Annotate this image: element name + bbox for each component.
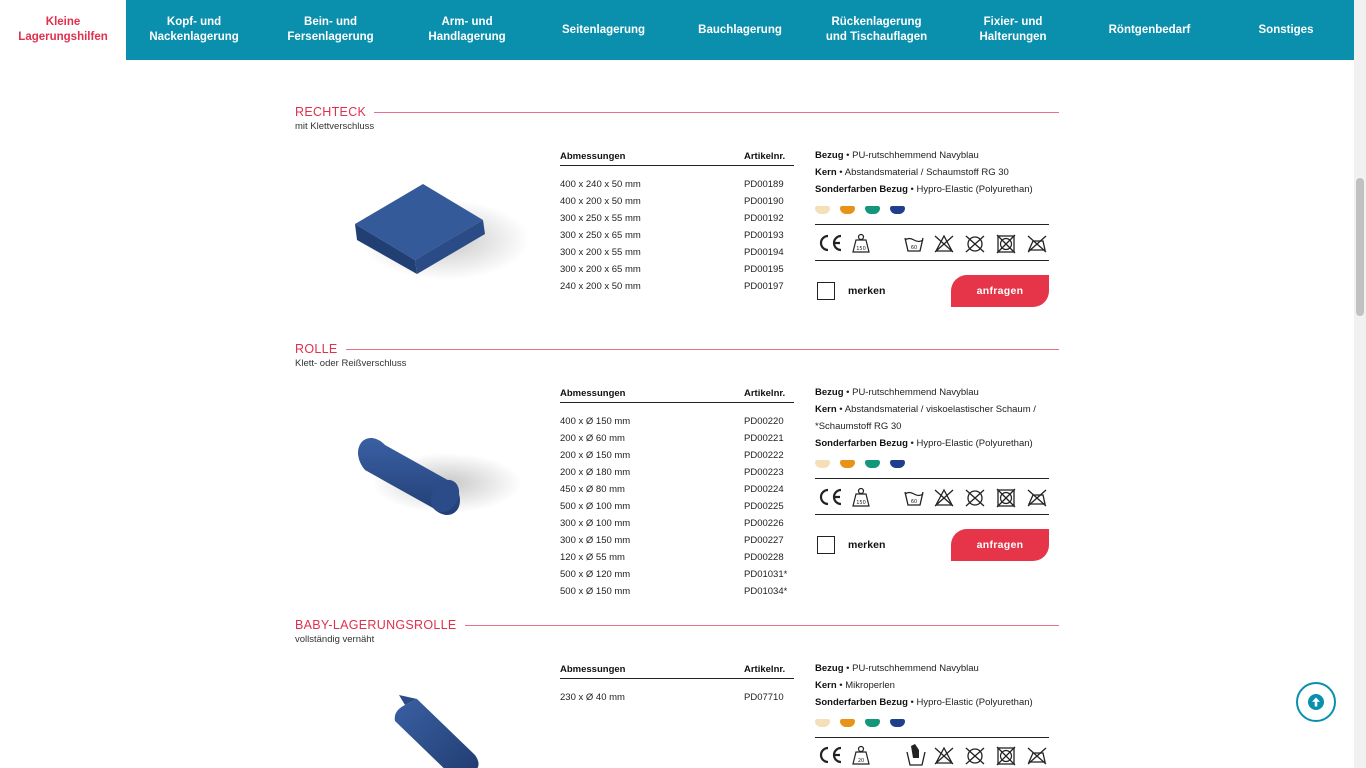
cover-key: Bezug [815, 663, 844, 674]
weight-text: 20 [857, 758, 865, 764]
nav-item-kopf-nackenlagerung[interactable] [126, 0, 262, 60]
weight-icon [853, 488, 869, 506]
remember-label[interactable]: merken [848, 284, 886, 297]
swatch-green[interactable] [865, 206, 880, 214]
nav-label: Rückenlagerung und Tischauflagen [825, 16, 928, 43]
scrollbar-thumb[interactable] [1356, 178, 1364, 316]
swatch-navy[interactable] [890, 719, 905, 727]
table-row [560, 244, 794, 261]
dimension-cell: 200 x Ø 150 mm [560, 450, 631, 461]
column-header-article: Artikelnr. [744, 388, 786, 399]
table-row [560, 549, 794, 566]
swatch-navy[interactable] [890, 460, 905, 468]
care-icons-group [815, 482, 1049, 512]
table-row [560, 566, 794, 583]
bullet: • [843, 663, 853, 674]
no-bleach-icon [935, 748, 953, 764]
table-row [560, 227, 794, 244]
no-iron-icon [1028, 490, 1046, 506]
article-cell: PD00221 [744, 433, 784, 444]
dimension-cell: 200 x Ø 60 mm [560, 433, 625, 444]
product-info [815, 660, 1049, 768]
dimension-cell: 300 x 200 x 55 mm [560, 247, 641, 258]
cover-line [815, 147, 1049, 164]
core-key: Kern [815, 167, 837, 178]
bullet: • [843, 387, 853, 398]
product-section [295, 341, 1059, 597]
table-header [560, 150, 794, 166]
special-value: Hypro-Elastic (Polyurethan) [916, 697, 1033, 708]
special-value: Hypro-Elastic (Polyurethan) [916, 184, 1033, 195]
nav-item-kleine-lagerungshilfen[interactable] [0, 0, 126, 60]
color-swatches [815, 456, 1049, 472]
core-line [815, 677, 1049, 694]
weight-text: 150 [856, 245, 866, 252]
dimension-cell: 450 x Ø 80 mm [560, 484, 625, 495]
cover-value: PU-rutschhemmend Navyblau [852, 387, 979, 398]
column-header-dimensions: Abmessungen [560, 151, 626, 162]
remember-checkbox[interactable] [817, 282, 835, 300]
dimension-cell: 500 x Ø 100 mm [560, 501, 631, 512]
nav-label: Röntgenbedarf [1108, 23, 1191, 36]
article-cell: PD00223 [744, 467, 784, 478]
nav-label: Sonstiges [1258, 23, 1314, 36]
article-cell: PD00226 [744, 518, 784, 529]
nav-label: Bein- und Fersenlagerung [287, 16, 374, 43]
table-row [560, 481, 794, 498]
bullet: • [843, 150, 853, 161]
article-cell: PD01031* [744, 569, 788, 580]
main-navigation [0, 0, 1354, 60]
column-header-dimensions: Abmessungen [560, 664, 626, 675]
cover-line [815, 660, 1049, 677]
column-header-article: Artikelnr. [744, 664, 786, 675]
wash-icon [905, 492, 923, 505]
core-value: Abstandsmaterial / Schaumstoff RG 30 [844, 167, 1009, 178]
product-subtitle: mit Klettverschluss [295, 121, 375, 132]
table-header [560, 387, 794, 403]
care-symbols [815, 224, 1049, 261]
table-row [560, 176, 794, 193]
product-image [335, 677, 535, 768]
cover-line [815, 384, 1049, 401]
article-cell: PD00197 [744, 281, 784, 292]
dimension-cell: 300 x 250 x 55 mm [560, 213, 641, 224]
product-title: ROLLE [295, 341, 346, 357]
swatch-orange[interactable] [840, 206, 855, 214]
weight-text: 150 [856, 499, 866, 506]
core-value: Mikroperlen [845, 680, 895, 691]
nav-item-rueckenlagerung[interactable] [808, 0, 945, 60]
article-cell: PD00225 [744, 501, 784, 512]
dimension-cell: 120 x Ø 55 mm [560, 552, 625, 563]
table-row [560, 464, 794, 481]
table-row [560, 689, 794, 706]
scroll-to-top-button[interactable] [1296, 682, 1336, 722]
swatch-orange[interactable] [840, 460, 855, 468]
article-cell: PD00228 [744, 552, 784, 563]
product-title: BABY-LAGERUNGSROLLE [295, 617, 465, 633]
special-color-line [815, 694, 1049, 711]
table-row [560, 261, 794, 278]
article-cell: PD00224 [744, 484, 784, 495]
cover-value: PU-rutschhemmend Navyblau [852, 150, 979, 161]
bullet: • [836, 404, 845, 415]
nav-item-fixier-halterungen[interactable] [945, 0, 1081, 60]
nav-item-bein-fersenlagerung[interactable] [262, 0, 399, 60]
dimension-cell: 500 x Ø 120 mm [560, 569, 631, 580]
no-bleach-icon [935, 236, 953, 252]
article-cell: PD07710 [744, 692, 784, 703]
no-dry-clean-icon [966, 236, 984, 252]
table-row [560, 515, 794, 532]
product-image [335, 162, 535, 312]
no-bleach-icon [935, 490, 953, 506]
table-row [560, 498, 794, 515]
color-swatches [815, 202, 1049, 218]
color-swatches [815, 715, 1049, 731]
specification-table [560, 387, 794, 600]
swatch-orange[interactable] [840, 719, 855, 727]
swatch-beige[interactable] [815, 206, 830, 214]
cover-key: Bezug [815, 150, 844, 161]
swatch-navy[interactable] [890, 206, 905, 214]
cover-key: Bezug [815, 387, 844, 398]
nav-label: Bauchlagerung [698, 23, 782, 36]
nav-item-bauchlagerung[interactable] [672, 0, 808, 60]
dimension-cell: 400 x 200 x 50 mm [560, 196, 641, 207]
request-button[interactable]: anfragen [951, 275, 1049, 307]
table-header [560, 663, 794, 679]
special-value: Hypro-Elastic (Polyurethan) [916, 438, 1033, 449]
specification-table [560, 150, 794, 295]
page-scrollbar[interactable] [1354, 0, 1366, 768]
weight-icon [853, 747, 869, 765]
table-row [560, 278, 794, 295]
core-line [815, 164, 1049, 181]
swatch-green[interactable] [865, 460, 880, 468]
nav-item-roentgenbedarf[interactable] [1081, 0, 1218, 60]
table-row [560, 413, 794, 430]
product-section [295, 617, 1059, 764]
product-image [335, 403, 535, 553]
article-cell: PD00227 [744, 535, 784, 546]
special-key: Sonderfarben Bezug [815, 184, 908, 195]
article-cell: PD00222 [744, 450, 784, 461]
nav-item-arm-handlagerung[interactable] [399, 0, 535, 60]
care-symbols [815, 737, 1049, 768]
core-value: Abstandsmaterial / viskoelastischer Schaum / *Schaumstoff RG 30 [815, 404, 1036, 432]
cover-value: PU-rutschhemmend Navyblau [852, 663, 979, 674]
table-row [560, 447, 794, 464]
no-tumble-dry-icon [997, 235, 1015, 253]
nav-label: Fixier- und Halterungen [979, 16, 1047, 43]
remember-checkbox[interactable] [817, 536, 835, 554]
remember-control[interactable] [815, 536, 885, 554]
article-cell: PD00220 [744, 416, 784, 427]
table-row [560, 583, 794, 600]
nav-label: Arm- und Handlagerung [428, 16, 506, 43]
table-row [560, 532, 794, 549]
no-iron-icon [1028, 236, 1046, 252]
product-title: RECHTECK [295, 104, 374, 120]
dimension-cell: 300 x Ø 150 mm [560, 535, 631, 546]
request-button[interactable]: anfragen [951, 529, 1049, 561]
dimension-cell: 240 x 200 x 50 mm [560, 281, 641, 292]
specification-table [560, 663, 794, 706]
special-key: Sonderfarben Bezug [815, 438, 908, 449]
core-line [815, 401, 1049, 435]
no-tumble-dry-icon [997, 489, 1015, 507]
nav-label: Seitenlagerung [562, 23, 646, 36]
nav-label: Kleine Lagerungshilfen [18, 16, 108, 43]
core-key: Kern [815, 404, 837, 415]
bullet: • [836, 167, 845, 178]
nav-label: Kopf- und Nackenlagerung [149, 16, 239, 43]
article-cell: PD00193 [744, 230, 784, 241]
swatch-beige[interactable] [815, 719, 830, 727]
swatch-green[interactable] [865, 719, 880, 727]
bullet: • [907, 438, 917, 449]
wash-temp-text: 60 [910, 498, 918, 505]
article-cell: PD01034* [744, 586, 788, 597]
nav-item-seitenlagerung[interactable] [535, 0, 672, 60]
title-rule [295, 349, 1059, 350]
bullet: • [907, 697, 917, 708]
ce-mark-icon [821, 490, 841, 504]
dimension-cell: 300 x 250 x 65 mm [560, 230, 641, 241]
article-cell: PD00194 [744, 247, 784, 258]
dimension-cell: 400 x 240 x 50 mm [560, 179, 641, 190]
special-color-line [815, 181, 1049, 198]
wash-temp-text: 60 [910, 244, 918, 251]
article-cell: PD00192 [744, 213, 784, 224]
care-icons-group [815, 228, 1049, 258]
bullet: • [907, 184, 917, 195]
dimension-cell: 200 x Ø 180 mm [560, 467, 631, 478]
hand-wash-icon [907, 744, 925, 765]
product-section [295, 104, 1059, 297]
remember-control[interactable] [815, 282, 885, 300]
bullet: • [836, 680, 846, 691]
article-cell: PD00189 [744, 179, 784, 190]
special-key: Sonderfarben Bezug [815, 697, 908, 708]
nav-item-sonstiges[interactable] [1218, 0, 1354, 60]
dimension-cell: 400 x Ø 150 mm [560, 416, 631, 427]
product-subtitle: Klett- oder Reißverschluss [295, 358, 407, 369]
care-icons-group [815, 740, 1049, 768]
no-tumble-dry-icon [997, 747, 1015, 765]
remember-label[interactable]: merken [848, 538, 886, 551]
no-iron-icon [1028, 748, 1046, 764]
product-info [815, 384, 1049, 561]
title-rule [295, 112, 1059, 113]
table-row [560, 210, 794, 227]
weight-icon [853, 234, 869, 252]
article-cell: PD00195 [744, 264, 784, 275]
ce-mark-icon [821, 748, 841, 762]
column-header-dimensions: Abmessungen [560, 388, 626, 399]
wash-icon [905, 238, 923, 251]
care-symbols [815, 478, 1049, 515]
product-subtitle: vollständig vernäht [295, 634, 375, 645]
table-row [560, 430, 794, 447]
column-header-article: Artikelnr. [744, 151, 786, 162]
dimension-cell: 230 x Ø 40 mm [560, 692, 625, 703]
arrow-up-icon [1308, 694, 1324, 710]
special-color-line [815, 435, 1049, 452]
ce-mark-icon [821, 236, 841, 250]
core-key: Kern [815, 680, 837, 691]
no-dry-clean-icon [966, 490, 984, 506]
swatch-beige[interactable] [815, 460, 830, 468]
article-cell: PD00190 [744, 196, 784, 207]
dimension-cell: 300 x 200 x 65 mm [560, 264, 641, 275]
dimension-cell: 300 x Ø 100 mm [560, 518, 631, 529]
no-dry-clean-icon [966, 748, 984, 764]
product-info [815, 147, 1049, 307]
table-row [560, 193, 794, 210]
dimension-cell: 500 x Ø 150 mm [560, 586, 631, 597]
